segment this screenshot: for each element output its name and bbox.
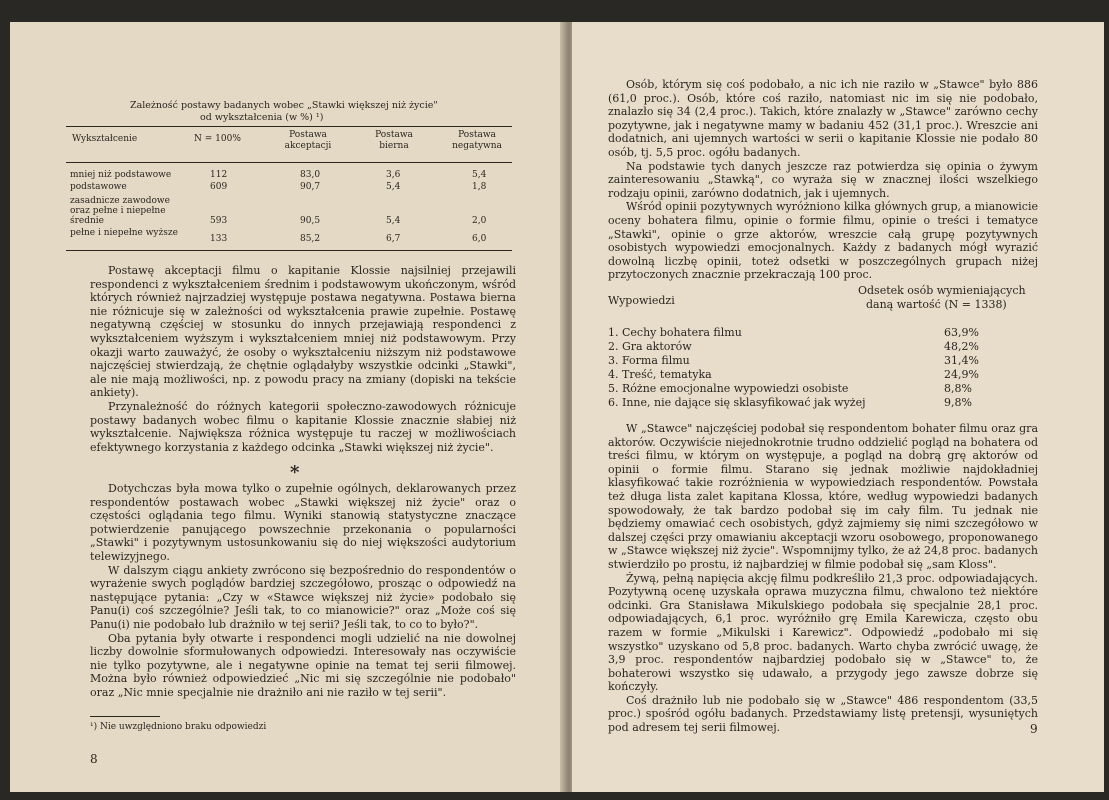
table-row-1-accept: 83,0: [300, 170, 321, 180]
right-paragraph-bottom: [608, 422, 1038, 735]
list-header-right-1: Odsetek osób wymieniających: [858, 284, 1026, 297]
list-item-1-label: 1. Cechy bohatera filmu: [608, 326, 742, 339]
table-row-4-accept: 85,2: [300, 234, 321, 244]
left-paragraph-2: [90, 482, 516, 700]
table-header-acceptance: Postawa akceptacji: [284, 130, 332, 151]
list-item-2-label: 2. Gra aktorów: [608, 340, 692, 353]
right-para-4-text: W „Stawce" najczęściej podobał się respondentom bohater filmu oraz gra aktorów. Oczywiście niejednokrotnie trudno oddzielić pogląd na bohatera od treści filmu, w którym on występuje, a pogląd na dobrą grę aktorów od opinii o formie filmu. Starano się jednak możliwie najdokładniej klasyfikować takie rozróżnienia w wypowiedziach respondentów. Powstała też długa lista zalet kapitana Klossa, które, według wypowiedzi badanych spowodowały, że tak bardzo podobał się im cały film. Tu jednak nie będziemy omawiać cech osobistych, gdyż zajmiemy się nimi szczegółowo w dalszej części przy omawianiu akceptacji wzoru osobowego, proponowanego w „Stawce większej niż życie". Wspomnijmy tylko, że aż 24,8 proc. badanych stwierdziło po prostu, iż najbardziej w filmie podobał się „sam Kloss".: [608, 422, 1038, 571]
right-para-2-text: Na podstawie tych danych jeszcze raz potwierdza się opinia o żywym zainteresowaniu „Stawką", co wyraża się w znacznej ilości wszelkiego rodzaju opinii, zarówno dodatnich, jak i ujemnych.: [608, 159, 1038, 200]
table-header-n: N = 100%: [194, 134, 241, 144]
list-item-3-value: 31,4%: [944, 354, 979, 367]
table-row-3-negative: 2,0: [472, 216, 487, 226]
page-number-right: 9: [1030, 722, 1038, 736]
left-para-3-text: Dotychczas była mowa tylko o zupełnie ogólnych, deklarowanych przez respondentów postawach wobec „Stawki większej niż życie" oraz o częstości oglądania tego filmu. Wyniki stanowią statystyczne znaczące potwierdzenie panującego powszechnie przekonania o popularności „Stawki" i pozytywnym ustosunkowaniu się do niej większości audytorium telewizyjnego.: [90, 482, 516, 563]
table-header-negative: Postawa negatywna: [452, 130, 502, 151]
list-item-6-label: 6. Inne, nie dające się sklasyfikować jak wyżej: [608, 396, 866, 409]
left-para-5-text: Oba pytania były otwarte i respondenci mogli udzielić na nie dowolnej liczby dowolnie sformułowanych odpowiedzi. Interesowały nas oczywiście nie tylko pozytywne, ale i negatywne opinie na temat tej serii filmowej. Można było również odpowiedzieć „Nic mi się szczególnie nie podobało" oraz „Nic mnie specjalnie nie drażniło ani nie raziło w tej serii".: [90, 631, 516, 699]
left-para-4-text: W dalszym ciągu ankiety zwrócono się bezpośrednio do respondentów o wyrażenie swych poglądów bardziej szczegółowo, prosząc o odpowiedź na następujące pytania: „Czy w «Stawce większej niż życie» podobało się Panu(i) coś szczególnie? Jeśli tak, to co mianowicie?" oraz „Może coś się Panu(i) nie podobało lub drażniło w tej serii? Jeśli tak, to co to było?".: [90, 563, 516, 631]
table-row-2-n: 609: [210, 182, 228, 192]
table-row-4-negative: 6,0: [472, 234, 487, 244]
table-row-4-passive: 6,7: [386, 234, 401, 244]
table-row-1-negative: 5,4: [472, 170, 487, 180]
list-header-right-2: daną wartość (N = 1338): [866, 298, 1007, 311]
table-row-2-negative: 1,8: [472, 182, 487, 192]
table-header-passive: Postawa bierna: [375, 130, 413, 151]
table-row-1-passive: 3,6: [386, 170, 401, 180]
right-paragraph-top: [608, 78, 1038, 282]
list-item-3-label: 3. Forma filmu: [608, 354, 690, 367]
table-row-2-passive: 5,4: [386, 182, 401, 192]
right-para-5-text: Żywą, pełną napięcia akcję filmu podkreśliło 21,3 proc. odpowiadających. Pozytywną ocenę uzyskała oprawa muzyczna filmu, chwalono też niektóre odcinki. Gra Stanisława Mikulskiego podobała się specjalnie 28,1 proc. odpowiadających, 6,1 proc. wyróżniło grę Emila Karewicza, często obu razem w formie „Mikulski i Karewicz". Odpowiedź „podobało mi się wszystko" uzyskano od 5,8 proc. badanych. Warto chyba zwrócić uwagę, że 3,9 proc. respondentów najbardziej podobało się w „Stawce" to, że bohaterowi wszystko się udawało, a przygody jego zawsze dobrze się kończyły.: [608, 571, 1038, 694]
list-header-left: Wypowiedzi: [608, 294, 675, 307]
list-item-6-value: 9,8%: [944, 396, 972, 409]
table-row-3-n: 593: [210, 216, 228, 226]
list-item-4-label: 4. Treść, tematyka: [608, 368, 712, 381]
footnote-rule: [90, 716, 160, 717]
right-para-6-text: Coś drażniło lub nie podobało się w „Stawce" 486 respondentom (33,5 proc.) spośród ogółu badanych. Przedstawiamy listę pretensji, wysuniętych pod adresem tej serii filmowej.: [608, 693, 1038, 735]
table-title-line2: od wykształcenia (w %) ¹): [200, 112, 324, 123]
table-row-1-label: mniej niż podstawowe: [70, 170, 172, 180]
table-header-education: Wykształcenie: [72, 134, 138, 144]
table-row-2-label: podstawowe: [70, 182, 127, 192]
table-row-3-label: zasadnicze zawodowe oraz pełne i niepełne średnie: [70, 196, 170, 226]
table-top-rule: [66, 126, 512, 127]
left-page: [10, 22, 566, 792]
footnote: ¹) Nie uwzględniono braku odpowiedzi: [90, 722, 267, 732]
list-item-1: [608, 326, 1024, 339]
table-bottom-rule: [66, 250, 512, 251]
table-row-2-accept: 90,7: [300, 182, 321, 192]
right-para-3-text: Wśród opinii pozytywnych wyróżniono kilka głównych grup, a mianowicie oceny bohatera filmu, opinie o formie filmu, opinie o treści i tematyce „Stawki", opinie o grze aktorów, wreszcie całą grupę pozytywnych osobistych wypowiedzi emocjonalnych. Każdy z badanych mógł wyrazić dowolną liczbę opinii, toteż odsetki w poszczególnych grupach niżej przytoczonych znacznie przekraczają 100 proc.: [608, 200, 1038, 282]
page-number-left: 8: [90, 752, 98, 766]
list-item-5-value: 8,8%: [944, 382, 972, 395]
list-item-2: [608, 340, 1024, 353]
section-asterisk: *: [290, 462, 300, 483]
table-row-3-accept: 90,5: [300, 216, 321, 226]
table-row-4-label: pełne i niepełne wyższe: [70, 228, 178, 238]
list-item-5: [608, 382, 1024, 395]
table-row-1-n: 112: [210, 170, 228, 180]
list-item-4: [608, 368, 1024, 381]
right-para-1-text: Osób, którym się coś podobało, a nic ich nie raziło w „Stawce" było 886 (61,0 proc.). Osób, które coś raziło, natomiast nic im się nie podobało, znalazło się 34 (2,4 proc.). Takich, które znalazły w „Stawce" zarówno cechy pozytywne, jak i negatywne mamy w badaniu 452 (31,1 proc.). Wreszcie ani dodatnich, ani ujemnych wartości w serii o kapitanie Klossie nie podało 80 osób, tj. 5,5 proc. ogółu badanych.: [608, 78, 1038, 159]
left-para-2-text: Przynależność do różnych kategorii społeczno-zawodowych różnicuje postawy badanych wobec filmu o kapitanie Klossie znacznie słabiej niż wykształcenie. Największa różnica występuje tu raczej w możliwościach efektywnego korzystania z każdego odcinka „Stawki większej niż życie".: [90, 399, 516, 454]
left-para-1-text: Postawę akceptacji filmu o kapitanie Klossie najsilniej przejawili respondenci z wykształceniem średnim i podstawowym ukończonym, wśród których również najrzadziej występuje postawa negatywna. Postawa bierna nie różnicuje się w zależności od wykształcenia prawie zupełnie. Postawę negatywną częściej w stosunku do innych przejawiają respondenci z wykształceniem wyższym i wykształceniem mniej niż podstawowym. Przy okazji warto zauważyć, że osoby o wykształceniu niższym niż podstawowe najczęściej stwierdzają, że chętnie oglądałyby wszystkie odcinki „Stawki", ale nie mają możliwości, np. z powodu pracy na zmiany (dopiski na tekście ankiety).: [90, 264, 516, 400]
list-item-6: [608, 396, 1024, 409]
left-paragraph-1: [90, 264, 516, 454]
table-title-line1: Zależność postawy badanych wobec „Stawki większej niż życie": [130, 100, 438, 111]
table-row-4-n: 133: [210, 234, 228, 244]
right-page: [572, 22, 1104, 792]
list-item-3: [608, 354, 1024, 367]
table-row-3-passive: 5,4: [386, 216, 401, 226]
table-header-rule: [66, 162, 512, 163]
list-item-4-value: 24,9%: [944, 368, 979, 381]
list-item-5-label: 5. Różne emocjonalne wypowiedzi osobiste: [608, 382, 849, 395]
list-item-2-value: 48,2%: [944, 340, 979, 353]
list-item-1-value: 63,9%: [944, 326, 979, 339]
